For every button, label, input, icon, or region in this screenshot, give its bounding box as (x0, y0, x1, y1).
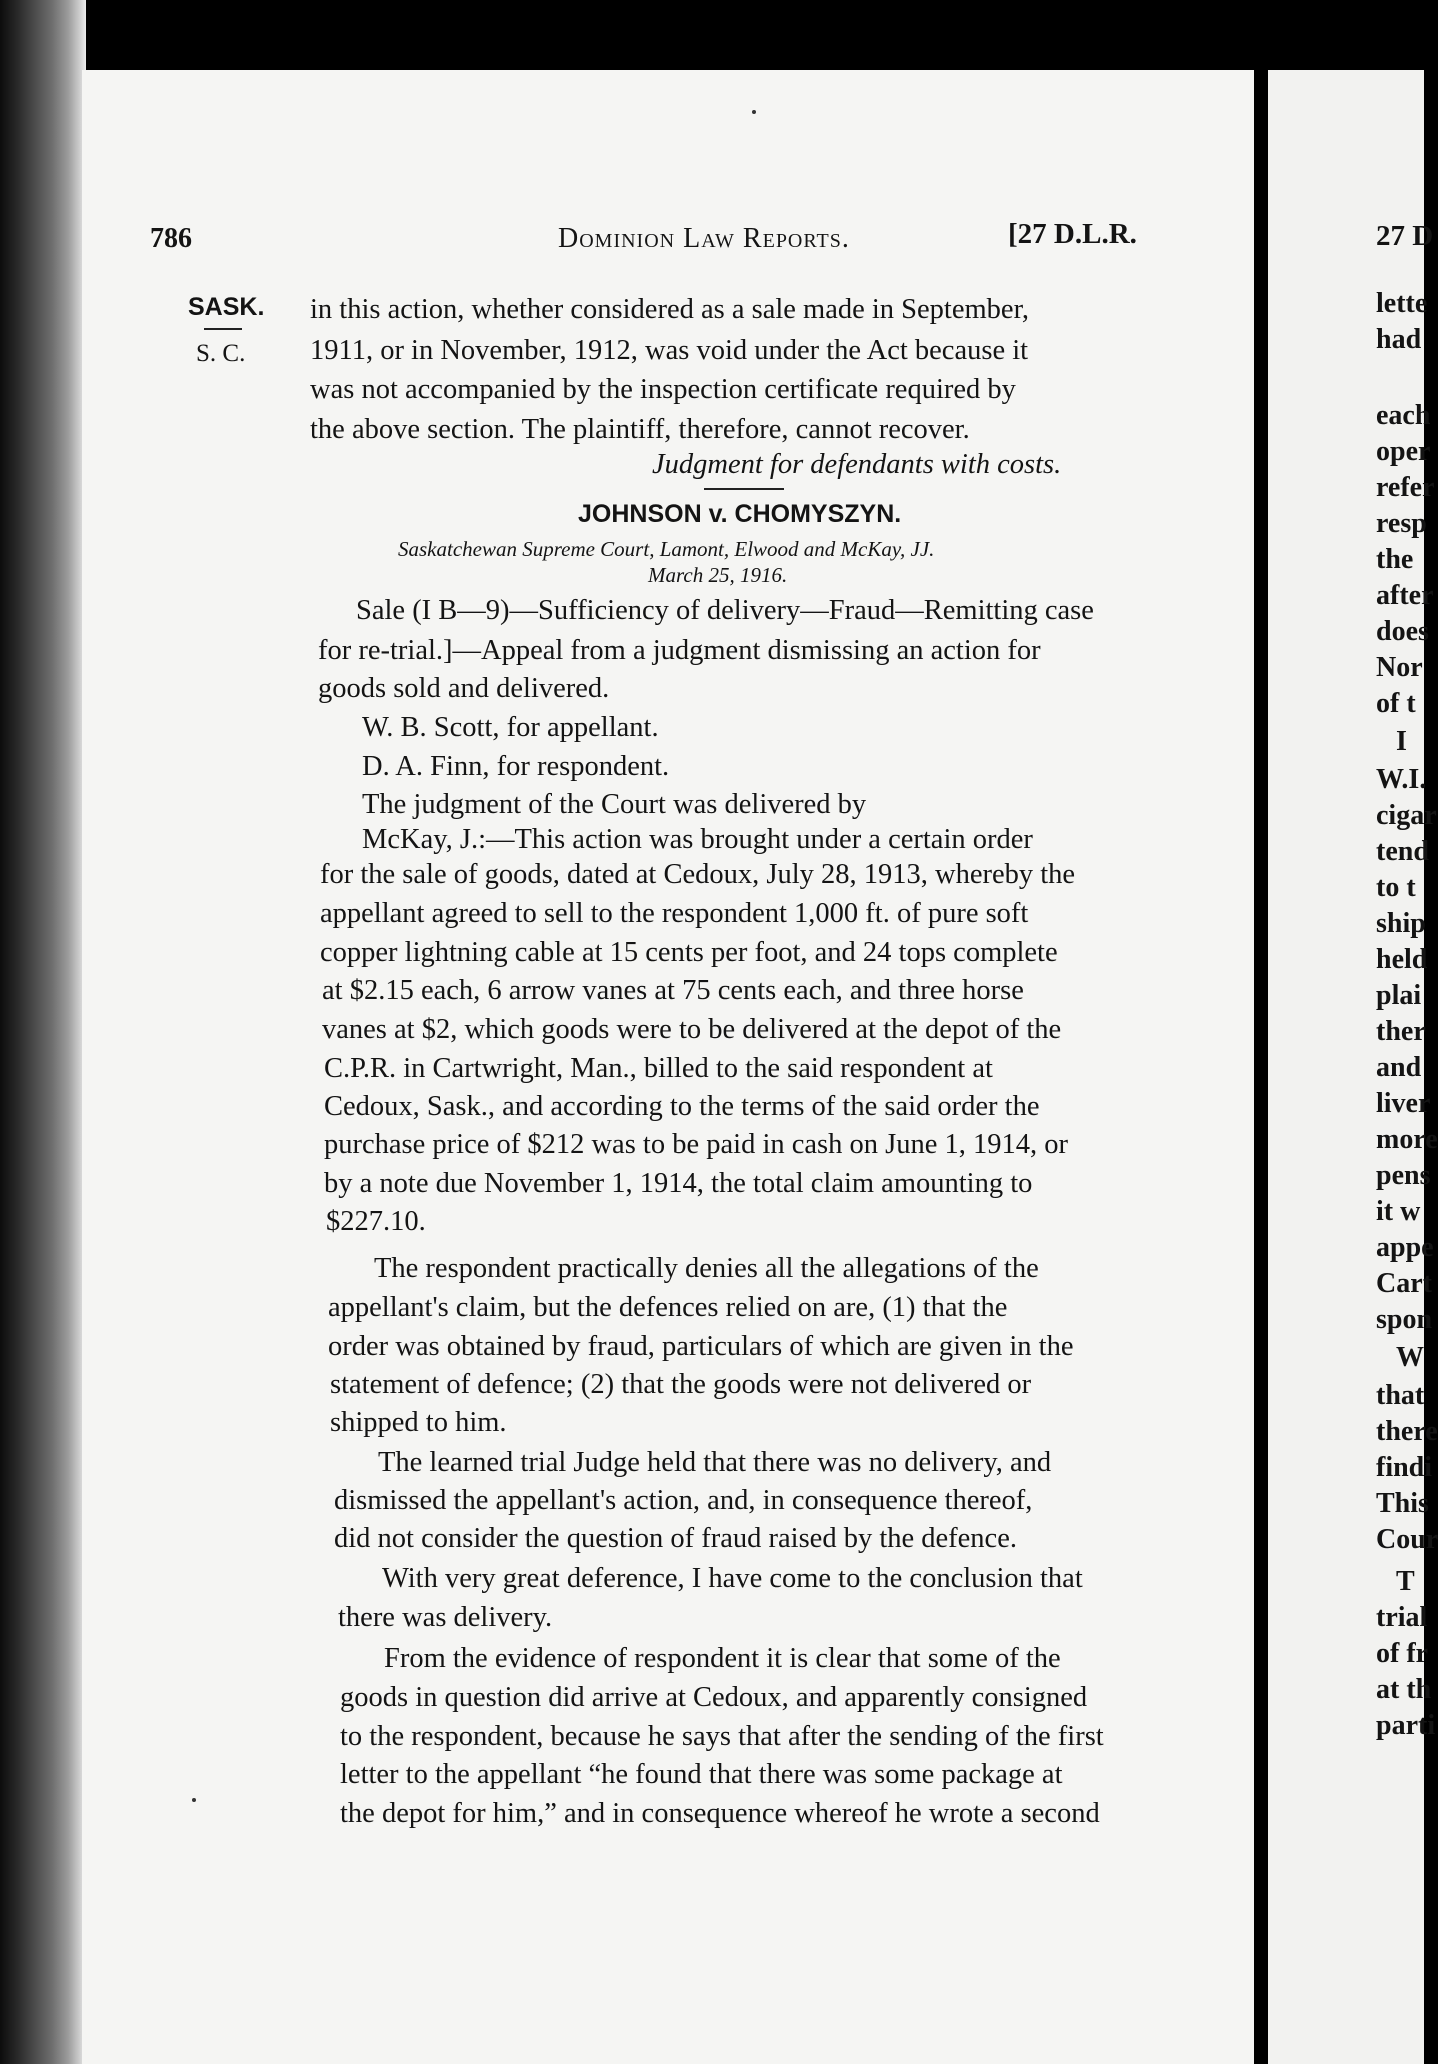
judgment-line: Judgment for defendants with costs. (652, 449, 1062, 480)
text-line: 1911, or in November, 1912, was void under the Act because it (310, 335, 1029, 366)
counsel-line: W. B. Scott, for appellant. (362, 712, 659, 743)
right-fragment: each (1376, 400, 1431, 431)
text-line: From the evidence of respondent it is clear that some of the (384, 1643, 1061, 1674)
page-number: 786 (150, 223, 192, 254)
right-fragment: W (1396, 1342, 1424, 1373)
right-fragment: resp (1376, 508, 1427, 539)
text-line: at $2.15 each, 6 arrow vanes at 75 cents each, and three horse (322, 975, 1024, 1006)
text-line: shipped to him. (330, 1407, 507, 1438)
right-fragment: the (1376, 544, 1414, 575)
margin-rule (204, 328, 242, 330)
right-fragment: oper (1376, 436, 1431, 467)
text-line: The learned trial Judge held that there was no delivery, and (378, 1447, 1052, 1478)
text-line: the depot for him,” and in consequence whereof he wrote a second (340, 1798, 1100, 1829)
right-fragment: ship (1376, 908, 1426, 939)
text-line: by a note due November 1, 1914, the total claim amounting to (324, 1168, 1033, 1199)
text-line: purchase price of $212 was to be paid in cash on June 1, 1914, or (324, 1129, 1068, 1160)
right-fragment: of t (1376, 688, 1416, 719)
right-fragment: cigar (1376, 800, 1437, 831)
date-line: March 25, 1916. (648, 563, 788, 587)
text-line: appellant's claim, but the defences relied on are, (1) that the (328, 1292, 1008, 1323)
speck (192, 1798, 196, 1802)
text-line: there was delivery. (338, 1602, 553, 1633)
right-fragment: Nor (1376, 652, 1423, 683)
text-line: to the respondent, because he says that after the sending of the first (340, 1721, 1104, 1752)
right-fragment: of fr (1376, 1638, 1429, 1669)
speck (752, 110, 756, 114)
headnote-line: for re-trial.]—Appeal from a judgment dismissing an action for (318, 635, 1041, 666)
right-fragment: does (1376, 616, 1429, 647)
text-line: the above section. The plaintiff, therefore, cannot recover. (310, 414, 970, 445)
text-line: was not accompanied by the inspection certificate required by (310, 374, 1016, 405)
right-fragment: findi (1376, 1452, 1433, 1483)
right-fragment: trial (1376, 1602, 1428, 1633)
right-fragment: refer (1376, 472, 1435, 503)
margin-province: SASK. (188, 293, 265, 321)
right-fragment: held (1376, 944, 1428, 975)
text-line: copper lightning cable at 15 cents per foot, and 24 tops complete (320, 937, 1058, 968)
section-rule (704, 488, 784, 490)
text-line: appellant agreed to sell to the respondent 1,000 ft. of pure soft (320, 898, 1029, 929)
right-fragment: that (1376, 1380, 1425, 1411)
text-line: statement of defence; (2) that the goods were not delivered or (330, 1369, 1032, 1400)
right-page-header: 27 D (1376, 220, 1434, 252)
right-fragment: ther (1376, 1016, 1426, 1047)
right-fragment: it w (1376, 1196, 1421, 1227)
right-fragment: had (1376, 324, 1422, 355)
right-fragment: appe (1376, 1232, 1434, 1263)
counsel-line: D. A. Finn, for respondent. (362, 751, 670, 782)
right-fragment: W.I. (1376, 764, 1427, 795)
text-line: McKay, J.:—This action was brought under a certain order (362, 824, 1033, 855)
text-line: order was obtained by fraud, particulars of which are given in the (328, 1331, 1074, 1362)
headnote-line: goods sold and delivered. (318, 673, 610, 704)
case-title: JOHNSON v. CHOMYSZYN. (578, 500, 902, 528)
text-line: for the sale of goods, dated at Cedoux, July 28, 1913, whereby the (320, 859, 1076, 890)
margin-court: S. C. (196, 340, 246, 367)
headnote-line: Sale (I B—9)—Sufficiency of delivery—Fraud—Remitting case (356, 595, 1094, 626)
right-fragment: and (1376, 1052, 1422, 1083)
text-line: vanes at $2, which goods were to be delivered at the depot of the (322, 1014, 1062, 1045)
text-line: The judgment of the Court was delivered by (362, 789, 867, 820)
text-line: letter to the appellant “he found that there was some package at (340, 1759, 1063, 1790)
right-fragment: more (1376, 1124, 1438, 1155)
running-title: Dominion Law Reports. (558, 223, 850, 254)
right-fragment: liver (1376, 1088, 1431, 1119)
right-fragment: Cart (1376, 1268, 1432, 1299)
text-line: did not consider the question of fraud raised by the defence. (334, 1523, 1017, 1554)
right-fragment: after (1376, 580, 1434, 611)
right-fragment: Cour (1376, 1524, 1438, 1555)
text-line: With very great deference, I have come to the conclusion that (382, 1563, 1083, 1594)
text-line: C.P.R. in Cartwright, Man., billed to the said respondent at (324, 1053, 993, 1084)
text-line: $227.10. (326, 1206, 426, 1237)
text-line: dismissed the appellant's action, and, in consequence thereof, (334, 1485, 1033, 1516)
court-line: Saskatchewan Supreme Court, Lamont, Elwood and McKay, JJ. (398, 537, 935, 561)
right-fragment: to t (1376, 872, 1416, 903)
right-fragment: parti (1376, 1710, 1436, 1741)
text-line: in this action, whether considered as a sale made in September, (310, 294, 1030, 325)
right-fragment: lette (1376, 288, 1428, 319)
volume-reference: [27 D.L.R. (1008, 218, 1137, 250)
right-fragment: there (1376, 1416, 1438, 1447)
right-fragment: I (1396, 726, 1407, 757)
right-fragment: pens (1376, 1160, 1431, 1191)
text-line: goods in question did arrive at Cedoux, and apparently consigned (340, 1682, 1088, 1713)
right-fragment: spon (1376, 1304, 1433, 1335)
right-fragment: at th (1376, 1674, 1432, 1705)
book-spine (0, 0, 86, 2064)
right-page (1268, 70, 1438, 2064)
right-fragment: plai (1376, 980, 1422, 1011)
right-fragment: This (1376, 1488, 1429, 1519)
right-fragment: T (1396, 1566, 1415, 1597)
text-line: The respondent practically denies all the allegations of the (374, 1253, 1039, 1284)
right-fragment: tend (1376, 836, 1429, 867)
text-line: Cedoux, Sask., and according to the terms of the said order the (324, 1091, 1040, 1122)
